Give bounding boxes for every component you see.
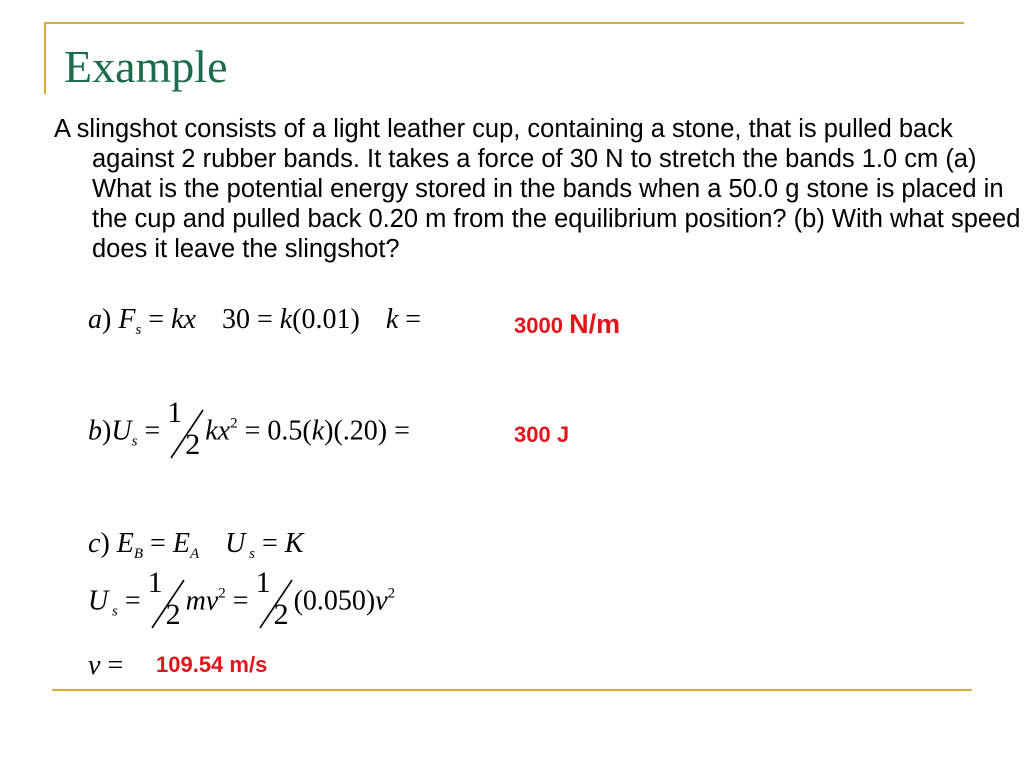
fraction-half: 1 2 — [256, 574, 294, 632]
answer-b: 300 J — [514, 422, 570, 447]
fraction-half: 1 2 — [148, 574, 186, 632]
answer-v: 109.54 m/s — [156, 652, 268, 677]
equation-energy: U $_s$ = 1 2 $mv^2$ = 1 2 $(0.050)v^2$ — [88, 566, 396, 631]
slide-title: Example — [64, 41, 228, 92]
equation-c: c) $E_B = E_A$ U $_s$ = K — [88, 528, 304, 562]
fraction-half: 1 2 — [167, 404, 205, 462]
frame-left-line — [44, 22, 46, 94]
equation-a: a) $F_s$ = kx 30 = k(0.01) k = — [88, 304, 422, 338]
equation-b: $b)U_s$ = 1 2 $kx^2 = 0.5(k)(.20)$ = — [88, 396, 410, 461]
frame-top-line — [44, 22, 964, 24]
equation-v: v = — [88, 650, 124, 681]
problem-statement: A slingshot consists of a light leather cup, containing a stone, that is pulled back against 2 rubber bands. It takes a force of 30 N to stretch the bands 1.0 cm (a) What is the potential energy stored in the bands when a 50.0 g stone is placed in the cup and pulled back 0.20 m from the equilibrium position? (b) With what speed does it leave the slingshot? — [54, 115, 1021, 263]
answer-a-value: 3000 — [514, 313, 563, 338]
answer-a — [514, 309, 620, 340]
frame-bottom-line — [52, 689, 972, 691]
answer-a-unit: N/m — [569, 309, 621, 339]
